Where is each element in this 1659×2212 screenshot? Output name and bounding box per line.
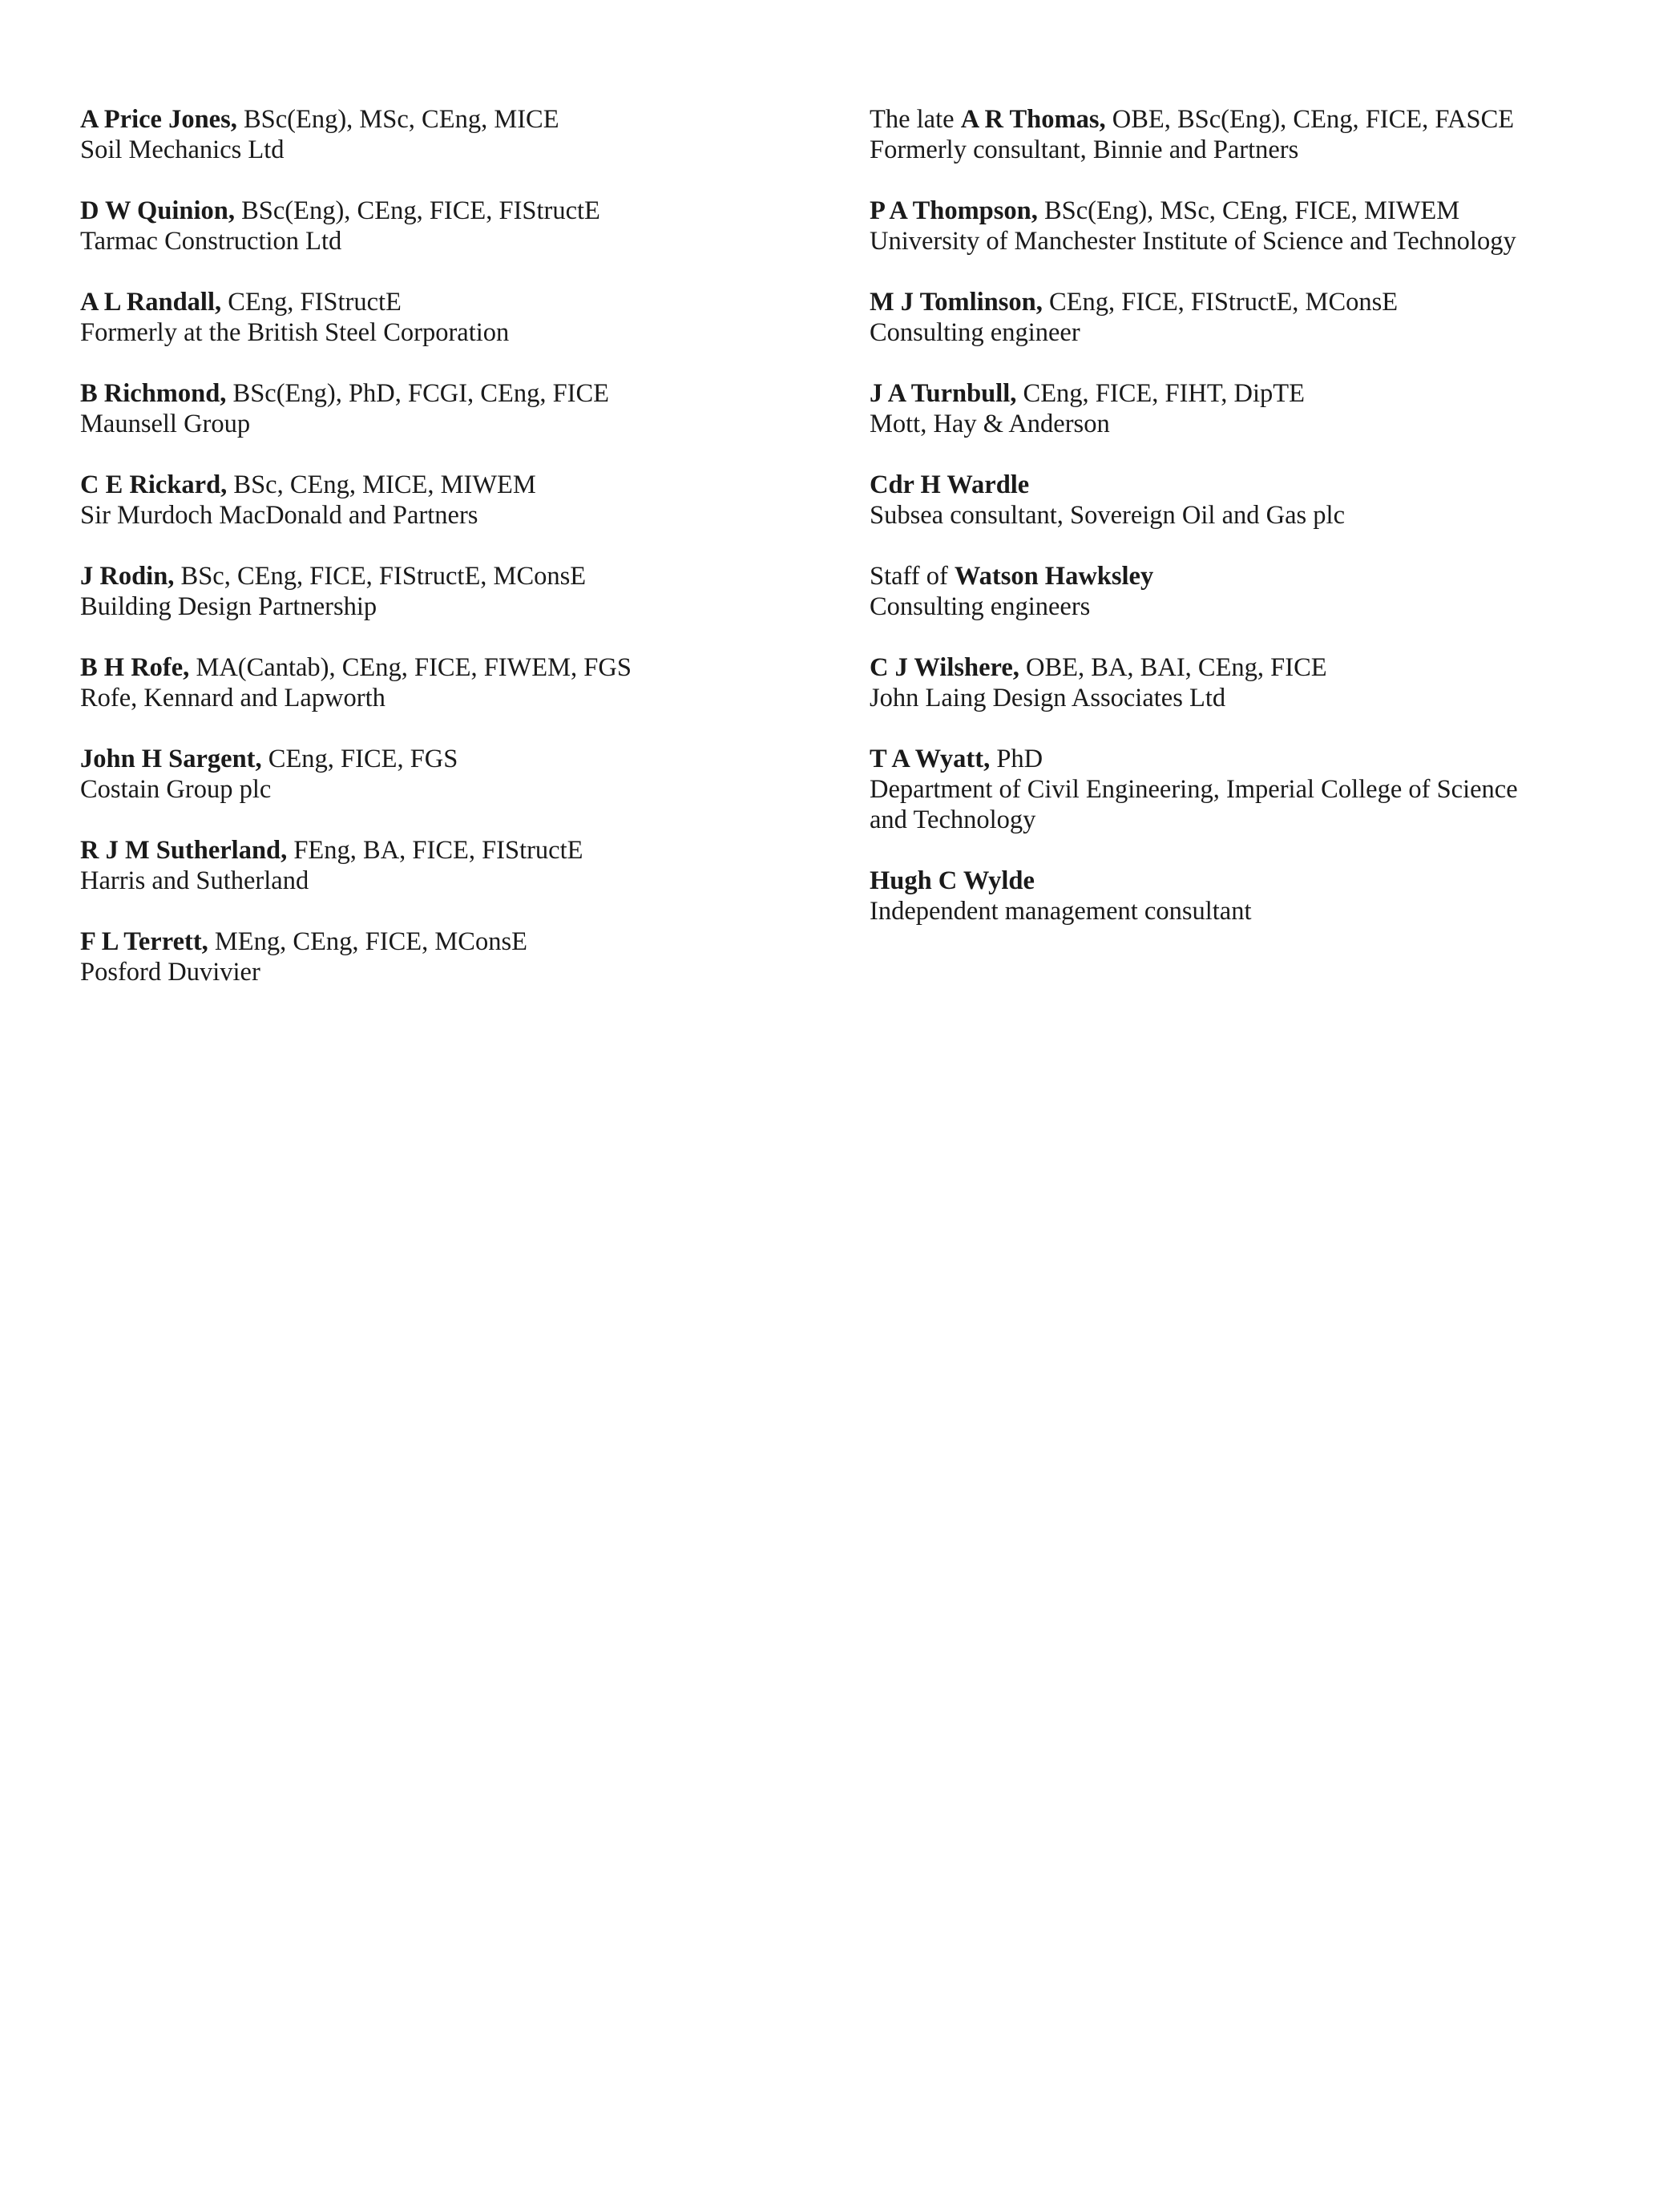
contributor-qualifications: OBE, BA, BAI, CEng, FICE	[1019, 653, 1327, 682]
contributor-entry	[80, 926, 801, 987]
contributor-qualifications: BSc(Eng), CEng, FICE, FIStructE	[235, 196, 600, 225]
contributor-prefix: Staff of	[870, 562, 955, 591]
contributor-heading	[870, 196, 1639, 226]
contributor-entry	[80, 378, 801, 439]
contributor-qualifications: CEng, FICE, FIStructE, MConsE	[1042, 288, 1399, 317]
contributor-name: Hugh C Wylde	[870, 866, 1035, 895]
contributor-affiliation: Rofe, Kennard and Lapworth	[80, 684, 385, 712]
contributor-heading	[870, 287, 1639, 317]
contributor-entry	[80, 287, 801, 348]
contributor-entry	[870, 866, 1639, 926]
contributor-qualifications: CEng, FIStructE	[221, 288, 402, 317]
contributor-qualifications: MA(Cantab), CEng, FICE, FIWEM, FGS	[189, 653, 632, 682]
contributor-heading	[80, 378, 801, 409]
contributor-entry	[870, 378, 1639, 439]
contributor-entry	[870, 196, 1639, 256]
contributor-affiliation: Subsea consultant, Sovereign Oil and Gas plc	[870, 501, 1346, 530]
contributor-entry	[80, 835, 801, 896]
contributor-entry	[80, 196, 801, 256]
contributor-name: P A Thompson,	[870, 196, 1038, 225]
contributor-name: A Price Jones,	[80, 105, 237, 134]
contributor-name: M J Tomlinson,	[870, 288, 1043, 317]
contributor-qualifications: CEng, FICE, FIHT, DipTE	[1016, 379, 1306, 408]
contributor-affiliation: Independent management consultant	[870, 897, 1252, 926]
contributor-affiliation: Tarmac Construction Ltd	[80, 227, 342, 256]
contributor-entry	[870, 652, 1639, 713]
contributor-affiliation: Maunsell Group	[80, 410, 251, 438]
contributor-heading	[870, 104, 1639, 135]
contributor-affiliation: Harris and Sutherland	[80, 866, 309, 895]
contributor-name: J A Turnbull,	[870, 379, 1017, 408]
contributor-heading	[80, 744, 801, 774]
contributor-affiliation: Department of Civil Engineering, Imperial College of Science	[870, 775, 1518, 804]
contributor-qualifications: BSc, CEng, MICE, MIWEM	[227, 470, 536, 499]
contributor-name: T A Wyatt,	[870, 745, 991, 773]
contributor-heading	[80, 652, 801, 683]
contributor-qualifications: PhD	[990, 745, 1043, 773]
contributor-entry	[80, 561, 801, 622]
contributor-heading	[80, 835, 801, 866]
contributor-entry	[870, 744, 1639, 835]
contributor-qualifications: BSc(Eng), MSc, CEng, FICE, MIWEM	[1037, 196, 1460, 225]
contributor-prefix: The late	[870, 105, 961, 134]
contributor-heading	[870, 561, 1639, 591]
contributor-name: R J M Sutherland,	[80, 836, 288, 865]
contributor-name: John H Sargent,	[80, 745, 262, 773]
contributor-heading	[870, 470, 1639, 500]
contributor-name: A L Randall,	[80, 288, 222, 317]
contributor-name: J Rodin,	[80, 562, 175, 591]
contributor-name: D W Quinion,	[80, 196, 235, 225]
contributor-entry	[870, 104, 1639, 165]
contributor-heading	[80, 561, 801, 591]
contributor-heading	[870, 866, 1639, 896]
contributor-name: C J Wilshere,	[870, 653, 1019, 682]
contributor-heading	[80, 104, 801, 135]
contributor-heading	[870, 652, 1639, 683]
contributor-heading	[80, 196, 801, 226]
contributor-affiliation: Sir Murdoch MacDonald and Partners	[80, 501, 478, 530]
contributor-name: Cdr H Wardle	[870, 470, 1030, 499]
contributor-entry	[80, 744, 801, 805]
contributor-entry	[870, 470, 1639, 531]
contributor-name: B H Rofe,	[80, 653, 190, 682]
contributor-affiliation: Posford Duvivier	[80, 958, 260, 987]
contributor-affiliation: Mott, Hay & Anderson	[870, 410, 1110, 438]
contributor-heading	[870, 378, 1639, 409]
contributor-qualifications: BSc(Eng), MSc, CEng, MICE	[236, 105, 559, 134]
contributor-affiliation: University of Manchester Institute of Science and Technology	[870, 227, 1516, 256]
contributor-heading	[870, 744, 1639, 774]
contributor-entry	[870, 287, 1639, 348]
contributor-name: F L Terrett,	[80, 927, 208, 956]
contributor-entry	[80, 470, 801, 531]
contributor-affiliation: John Laing Design Associates Ltd	[870, 684, 1226, 712]
contributor-heading	[80, 287, 801, 317]
contributor-qualifications: CEng, FICE, FGS	[261, 745, 458, 773]
contributor-entry	[870, 561, 1639, 622]
contributor-qualifications: BSc, CEng, FICE, FIStructE, MConsE	[174, 562, 587, 591]
contributor-name: C E Rickard,	[80, 470, 228, 499]
contributor-entry	[80, 652, 801, 713]
contributor-name: B Richmond,	[80, 379, 227, 408]
contributor-name: A R Thomas,	[960, 105, 1106, 134]
contributor-qualifications: BSc(Eng), PhD, FCGI, CEng, FICE	[226, 379, 610, 408]
contributor-qualifications: OBE, BSc(Eng), CEng, FICE, FASCE	[1105, 105, 1515, 134]
contributor-qualifications: FEng, BA, FICE, FIStructE	[287, 836, 583, 865]
contributors-right-column	[870, 104, 1639, 957]
contributor-qualifications: MEng, CEng, FICE, MConsE	[208, 927, 527, 956]
contributor-entry	[80, 104, 801, 165]
contributor-heading	[80, 470, 801, 500]
contributors-left-column	[80, 104, 801, 1018]
contributor-name: Watson Hawksley	[954, 562, 1154, 591]
contributor-affiliation: Consulting engineers	[870, 592, 1091, 621]
contributor-affiliation: Formerly at the British Steel Corporation	[80, 318, 510, 347]
contributor-affiliation: Building Design Partnership	[80, 592, 377, 621]
contributor-affiliation-continued: and Technology	[870, 805, 1036, 834]
contributor-affiliation: Formerly consultant, Binnie and Partners	[870, 135, 1299, 164]
contributor-affiliation: Costain Group plc	[80, 775, 272, 804]
contributor-heading	[80, 926, 801, 957]
contributor-affiliation: Consulting engineer	[870, 318, 1080, 347]
contributor-affiliation: Soil Mechanics Ltd	[80, 135, 285, 164]
